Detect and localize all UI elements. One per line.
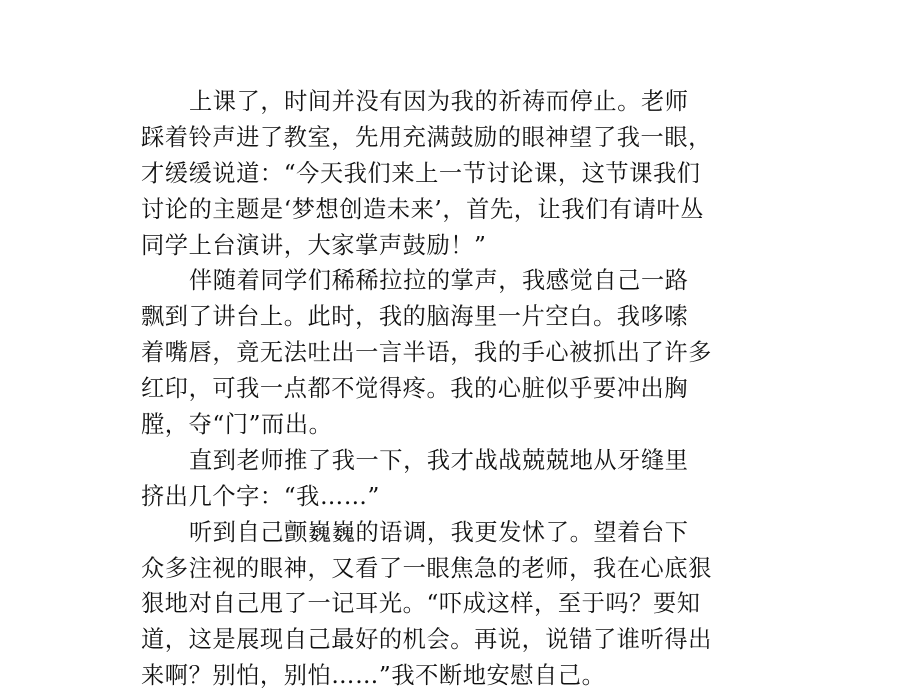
paragraph-3-line-2: 挤出几个字：“我……”: [141, 482, 380, 510]
paragraph-4-line-4: 道，这是展现自己最好的机会。再说，说错了谁听得出: [141, 626, 712, 654]
paragraph-1-line-2: 踩着铃声进了教室，先用充满鼓励的眼神望了我一眼，: [141, 123, 712, 151]
paragraph-1-line-1: 上课了，时间并没有因为我的祈祷而停止。老师: [189, 88, 689, 115]
paragraph-1-line-4: 讨论的主题是‘梦想创造未来’，首先，让我们有请叶丛: [141, 195, 705, 223]
paragraph-2-line-4: 红印，可我一点都不觉得疼。我的心脏似乎要冲出胸: [141, 375, 689, 403]
paragraph-4-line-1: 听到自己颤巍巍的语调，我更发怵了。望着台下: [189, 518, 689, 546]
paragraph-3-line-1: 直到老师推了我一下，我才战战兢兢地从牙缝里: [189, 446, 689, 474]
paragraph-4-line-2: 众多注视的眼神，又看了一眼焦急的老师，我在心底狠: [141, 554, 712, 582]
story-passage: [141, 84, 751, 694]
paragraph-2-line-1: 伴随着同学们稀稀拉拉的掌声，我感觉自己一路: [189, 267, 689, 295]
paragraph-2-line-3: 着嘴唇，竟无法吐出一言半语，我的手心被抓出了许多: [141, 339, 712, 367]
paragraph-2-line-5: 膛，夺“门”而出。: [141, 411, 333, 439]
paragraph-4-line-3: 狠地对自己甩了一记耳光。“吓成这样，至于吗？要知: [141, 590, 701, 618]
paragraph-1-line-3: 才缓缓说道：“今天我们来上一节讨论课，这节课我们: [141, 159, 701, 187]
paragraph-4-line-5: 来啊？别怕，别怕……”我不断地安慰自己。: [141, 662, 606, 690]
paragraph-1-line-5: 同学上台演讲，大家掌声鼓励！”: [141, 231, 487, 259]
paragraph-2-line-2: 飘到了讲台上。此时，我的脑海里一片空白。我哆嗦: [141, 303, 689, 331]
